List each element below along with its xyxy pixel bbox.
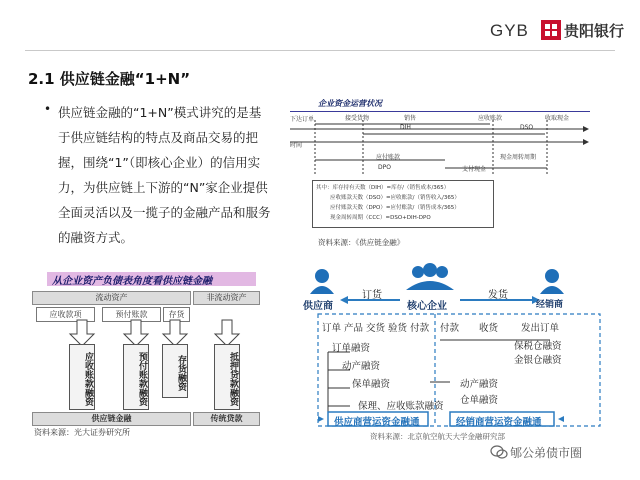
noncurrent-assets-bar: 非流动资产 [193,291,260,305]
logo-text: GYB [490,21,529,40]
page-title: 2.1 供应链金融“1+N” [28,70,191,88]
column-receivable-finance: 应收账款融资 [69,344,95,410]
label-receivable: 应收账款 [478,115,503,122]
bullet-icon: • [44,102,52,116]
formula-dih: 其中：库存持有天数（DIH）=库存/（销售成本/365） [316,185,450,191]
cell-receivables: 应收款项 [36,307,95,322]
bar-supplier-finance: 供应商营运资金融通 [334,417,420,428]
label-cash-cycle: 现金周转周期 [500,154,537,161]
label-receive: 接受货物 [345,115,370,122]
item-gold-silver-warehouse: 金银仓融资 [514,355,562,366]
label-order-goods: 订货 [362,290,382,301]
node-dealer: 经销商 [536,300,564,310]
column-inventory-finance: 存货融资 [162,344,188,398]
flow-right-order: 发出订单 [521,323,560,334]
item-movable-finance-left: 动产融资 [342,361,381,372]
column-prepayment-finance: 预付账款融资 [123,344,149,410]
cash-cycle-timeline [285,112,605,182]
right-top-title: 企业资金运营状况 [318,99,382,108]
cell-prepayments: 预付账款 [102,307,161,322]
item-warehouse-receipt: 仓单融资 [460,395,499,406]
supply-chain-finance-bar: 供应链金融 [32,412,191,426]
item-movable-finance-mid: 动产融资 [460,379,499,390]
item-order-finance: 订单融资 [332,343,371,354]
label-collect: 收取现金 [545,115,570,122]
node-core-enterprise: 核心企业 [407,301,447,312]
label-order: 下达订单 [290,116,315,123]
item-bonded-warehouse: 保税仓融资 [514,341,562,352]
formula-ccc: 现金周转周期（CCC）=DSO+DIH-DPO [330,215,431,221]
wechat-icon [490,444,508,460]
traditional-loan-bar: 传统贷款 [193,412,260,426]
bar-dealer-finance: 经销商营运资金融通 [456,417,542,428]
node-supplier: 供应商 [303,301,333,312]
flow-left: 订单 产品 交货 验货 付款 [322,323,430,334]
current-assets-bar: 流动资产 [32,291,191,305]
label-dpo: DPO [378,164,391,171]
cell-inventory: 存货 [163,307,190,322]
formula-dpo: 应付账款天数（DPO）=应付账款/（销售成本/365） [330,205,460,211]
right-bottom-source: 资料来源：北京航空航天大学金融研究部 [370,432,505,441]
header-divider [25,50,615,51]
item-factoring-finance: 保理、应收账款融资 [358,401,444,412]
formula-dso: 应收账款天数（DSO）=应收账款/（销售收入/365） [330,195,460,201]
right-top-source: 资料来源：《供应链金融》 [318,238,405,247]
label-payable: 应付账款 [376,154,401,161]
flow-right-pay: 付款 [440,323,460,334]
left-diagram-source: 资料来源：光大证券研究所 [34,428,130,437]
left-diagram-title: 从企业资产负债表角度看供应链金融 [52,276,212,287]
label-time: 时间 [290,142,303,149]
label-dso: DSO [520,124,534,131]
item-policy-finance: 保单融资 [352,379,391,390]
bank-name: 贵阳银行 [564,22,625,40]
flow-right-receive: 收货 [479,323,499,334]
label-sales: 销售 [404,115,417,122]
watermark: 郇公弟债市圈 [510,446,583,460]
column-mortgage-finance: 抵押贷款融资 [214,344,240,410]
label-dih: DIH [400,124,411,131]
bank-logo-icon [541,20,561,40]
label-pay: 支付现金 [462,166,487,173]
label-ship: 发货 [488,290,508,301]
bullet-text: 供应链金融的“1+N”模式讲究的是基于供应链结构的特点及商品交易的把握，围绕“1”（即核心企业）的信用实力，为供应链上下游的“N”家企业提供 全面灵活以及一揽子的金融产品和服务的融资方式。 [58,105,271,245]
